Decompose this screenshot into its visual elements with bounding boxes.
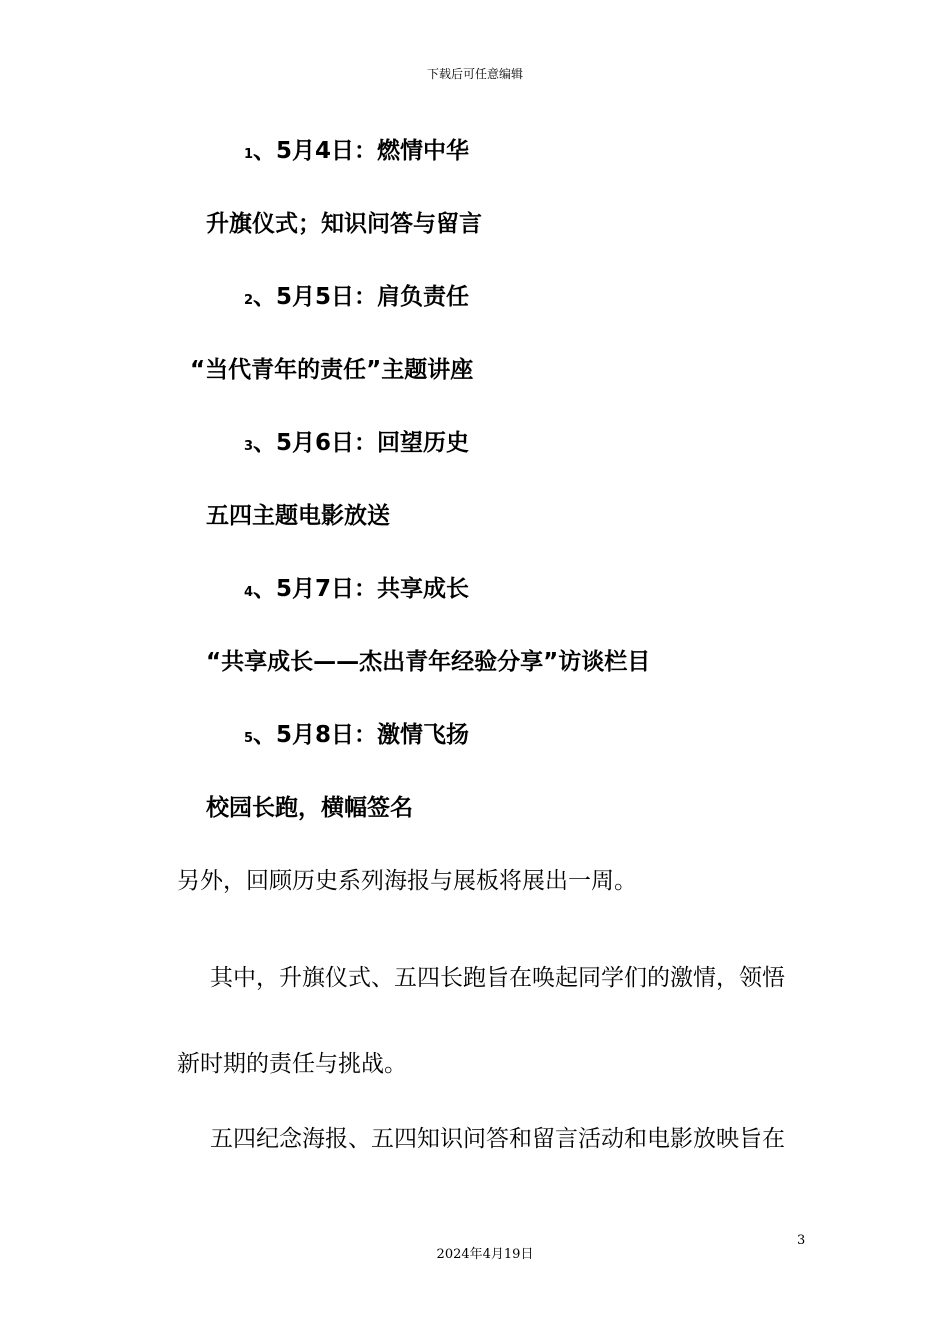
- schedule-label: 、5月7日：共享成长: [253, 576, 470, 602]
- schedule-activity-3: 五四主题电影放送: [206, 503, 390, 529]
- schedule-number: 5: [244, 731, 254, 746]
- paragraph-purpose-line-2: 新时期的责任与挑战。: [177, 1051, 407, 1077]
- schedule-label: 、5月6日：回望历史: [253, 430, 470, 456]
- schedule-activity-2: “当代青年的责任”主题讲座: [190, 357, 474, 383]
- paragraph-poster-line-1: 五四纪念海报、五四知识问答和留言活动和电影放映旨在: [210, 1126, 785, 1152]
- schedule-day-2: [244, 282, 469, 316]
- schedule-activity-4: “共享成长——杰出青年经验分享”访谈栏目: [206, 649, 651, 675]
- page-number: 3: [797, 1233, 806, 1248]
- schedule-activity-1: 升旗仪式；知识问答与留言: [206, 211, 482, 237]
- schedule-label: 、5月4日：燃情中华: [253, 138, 470, 164]
- schedule-number: 3: [244, 439, 254, 454]
- schedule-number: 1: [244, 147, 254, 162]
- footer-date: 2024年4月19日: [436, 1247, 534, 1262]
- schedule-day-4: [244, 574, 469, 608]
- page-header: 下载后可任意编辑: [426, 67, 523, 81]
- schedule-day-1: [244, 136, 469, 170]
- schedule-activity-5: 校园长跑，横幅签名: [206, 795, 413, 821]
- schedule-label: 、5月8日：激情飞扬: [253, 722, 470, 748]
- schedule-day-5: [244, 720, 469, 754]
- schedule-day-3: [244, 428, 469, 462]
- paragraph-purpose-line-1: 其中，升旗仪式、五四长跑旨在唤起同学们的激情，领悟: [210, 965, 785, 991]
- schedule-label: 、5月5日：肩负责任: [253, 284, 470, 310]
- schedule-number: 2: [244, 293, 254, 308]
- paragraph-exhibition: 另外，回顾历史系列海报与展板将展出一周。: [177, 868, 637, 894]
- schedule-number: 4: [244, 585, 254, 600]
